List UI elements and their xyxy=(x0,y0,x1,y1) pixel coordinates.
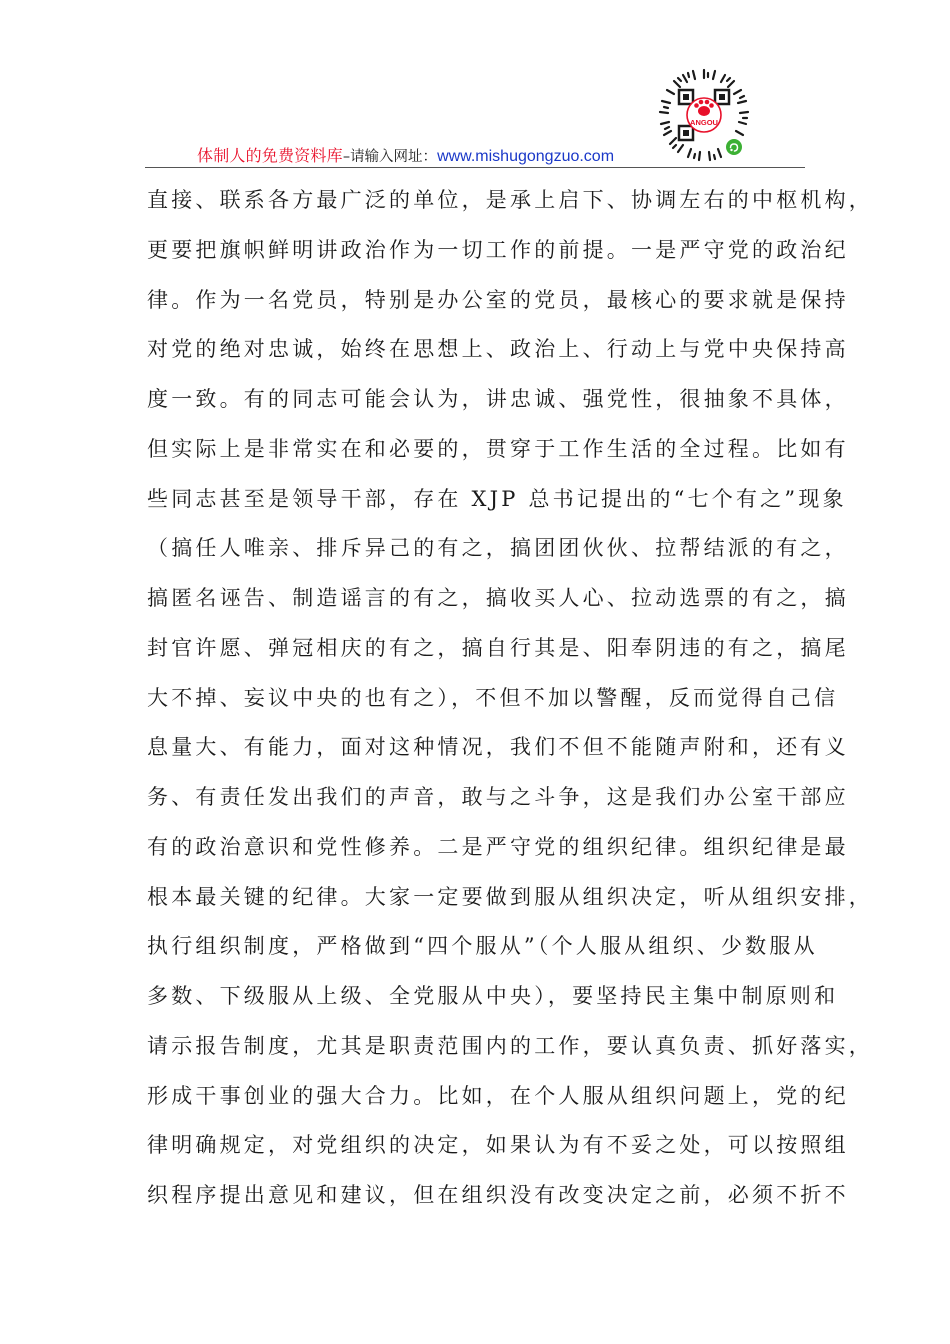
body-line: 大不掉、妄议中央的也有之），不但不加以警醒，反而觉得自己信 xyxy=(147,685,839,710)
body-line: 对党的绝对忠诚，始终在思想上、政治上、行动上与党中央保持高 xyxy=(147,337,849,362)
body-line: 多数、下级服从上级、全党服从中央），要坚持民主集中制原则和 xyxy=(147,984,839,1008)
body-line: 律明确规定，对党组织的决定，如果认为有不妥之处，可以按照组 xyxy=(147,1133,849,1158)
body-line: （搞任人唯亲、排斥异己的有之，搞团团伙伙、拉帮结派的有之， xyxy=(147,536,849,561)
body-line: 律。作为一名党员，特别是办公室的党员，最核心的要求就是保持 xyxy=(147,287,849,312)
body-line: 更要把旗帜鲜明讲政治作为一切工作的前提。一是严守党的政治纪 xyxy=(147,237,849,262)
qr-logo-text: ANGOU xyxy=(690,118,718,127)
header-url-prompt: –请输入网址： xyxy=(342,149,438,165)
body-line: 搞匿名诬告、制造谣言的有之，搞收买人心、拉动选票的有之，搞 xyxy=(147,586,849,610)
body-line: 执行组织制度，严格做到“四个服从”（个人服从组织、少数服从 xyxy=(147,934,818,959)
body-line: 有的政治意识和党性修养。二是严守党的组织纪律。组织纪律是最 xyxy=(147,834,849,859)
body-line: 形成干事创业的强大合力。比如，在个人服从组织问题上，党的纪 xyxy=(147,1083,849,1108)
header-divider xyxy=(145,167,805,168)
body-line: 织程序提出意见和建议，但在组织没有改变决定之前，必须不折不 xyxy=(147,1183,849,1207)
document-body xyxy=(147,176,873,1221)
body-line: 请示报告制度，尤其是职责范围内的工作，要认真负责、抓好落实， xyxy=(147,1033,873,1058)
body-line: 但实际上是非常实在和必要的，贯穿于工作生活的全过程。比如有 xyxy=(147,436,849,461)
body-line: 度一致。有的同志可能会认为，讲忠诚、强党性，很抽象不具体， xyxy=(147,387,849,411)
body-line: 封官许愿、弹冠相庆的有之，搞自行其是、阳奉阴违的有之，搞尾 xyxy=(147,635,849,660)
header-site-name: 体制人的免费资料库 xyxy=(197,146,343,165)
body-line: 些同志甚至是领导干部，存在 XJP 总书记提出的“七个有之”现象 xyxy=(147,486,847,511)
header-text xyxy=(197,146,614,167)
body-line: 直接、联系各方最广泛的单位，是承上启下、协调左右的中枢机构， xyxy=(147,188,873,212)
header-url-link[interactable]: www.mishugongzuo.com xyxy=(437,148,615,165)
body-line: 根本最关键的纪律。大家一定要做到服从组织决定，听从组织安排， xyxy=(147,884,873,909)
page-header xyxy=(145,146,805,168)
body-line: 务、有责任发出我们的声音，敢与之斗争，这是我们办公室干部应 xyxy=(147,785,849,809)
body-line: 息量大、有能力，面对这种情况，我们不但不能随声附和，还有义 xyxy=(147,735,849,760)
